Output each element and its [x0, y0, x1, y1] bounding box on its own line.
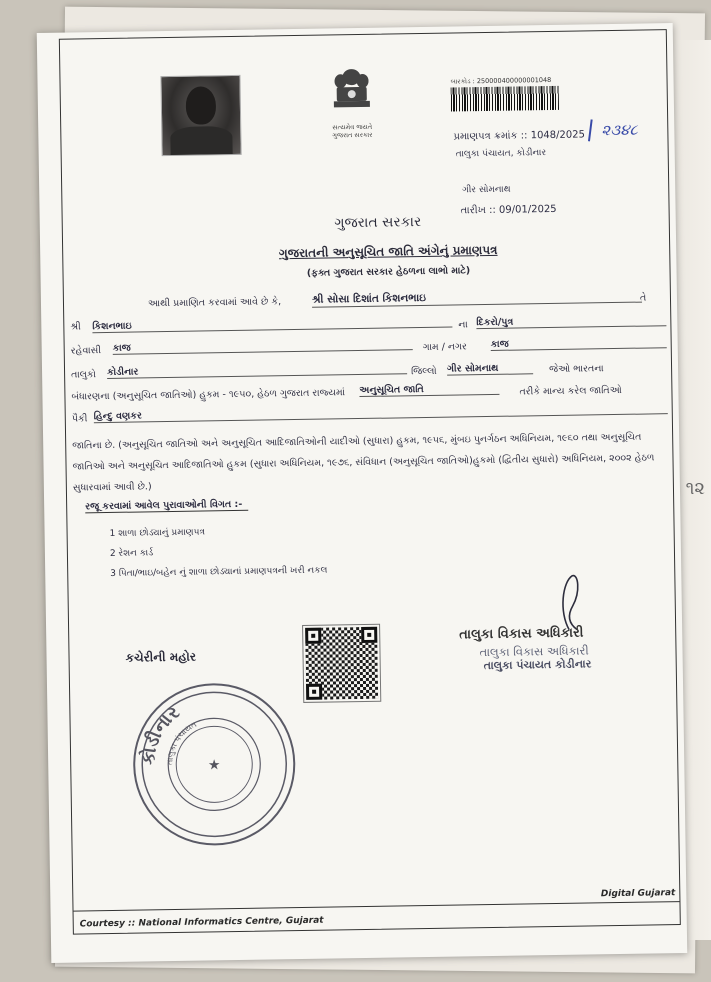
resident-value: કાજ [113, 338, 413, 355]
seal-outer-text: કોડીનાર [137, 702, 184, 766]
documents-heading: રજૂ કરવામાં આવેલ પુરાવાઓની વિગત :- [85, 499, 248, 514]
certify-prefix: આથી પ્રમાણિત કરવામાં આવે છે કે, [147, 296, 282, 310]
barcode [451, 86, 559, 112]
taluka-label: તાલુકો [71, 369, 97, 381]
village-value: કાજ [491, 336, 667, 351]
handwritten-number: ૨૩૪૮ [601, 120, 638, 140]
signatory-stamp-line2: તાલુકા પંચાયત કોડીનાર [483, 657, 592, 673]
issue-date: તારીખ :: 09/01/2025 [460, 203, 557, 217]
text-te: તે [639, 292, 647, 304]
document-item: 3 પિતા/ભાઇ/બહેન નું શાળા છોડ્યાનાં પ્રમાણપત્રની ખરી નકલ [110, 565, 328, 579]
applicant-name: શ્રી સોસા દિશાંત કિશનભાઇ [312, 289, 642, 308]
certificate-subtitle: (ફક્ત ગુજરાત સરકાર હેઠળના લાભો માટે) [306, 265, 471, 279]
signatory-stamp-line1: તાલુકા વિકાસ અધિકારી [479, 643, 589, 660]
legal-paragraph: જાતિના છે. (અનુસૂચિત જાતિઓ અને અનુસૂચિત આદિજાતિઓની યાદીઓ (સુધારા) હુકમ, ૧૯૫૬, મુંબઇ પુનર્ગઠન અધિનિયમ, ૧૯૬૦ તથા અનુસૂચિત જાતિઓ અને અનુસૂચિત આદિજાતિઓ હુકમ (સુધારા અધિનિયમ, ૧૯૭૬, સંવિધાન (અનુસૂચિત જાતિઓ)હુકમો (દ્વિતીય સુધારો) અધિનિયમ, ૨૦૦૨ હેઠળ સુધારવામાં આવી છે.) [72, 431, 655, 494]
footer-courtesy: Courtesy :: National Informatics Centre, Gujarat [79, 915, 324, 930]
office-seal-label: કચેરીની મહોર [125, 649, 197, 665]
certificate-title: ગુજરાતની અનુસૂચિત જાતિ અંગેનું પ્રમાણપત્ર [278, 242, 498, 261]
recognized-text: તરીકે માન્ય કરેલ જાતિઓ [519, 384, 622, 398]
resident-label: રહેવાસી [70, 345, 102, 357]
ashoka-emblem-icon [328, 63, 375, 124]
barcode-label: બારકોડ : 250000400000001048 [450, 75, 552, 86]
qr-code [303, 625, 380, 702]
photo-face [186, 86, 217, 124]
emblem-caption-1: સત્યમેવ જયતે [332, 122, 373, 132]
signatory-title: તાલુકા વિકાસ અધિકારી [459, 625, 584, 643]
father-prefix: શ્રી [70, 321, 81, 333]
certificate-number: પ્રમાણપત્ર ક્રમાંક :: 1048/2025 [453, 129, 586, 143]
district-line: ગીર સોમનાથ [462, 184, 511, 196]
edge-text: ૧૨ [685, 478, 705, 499]
handwritten-divider [588, 119, 593, 141]
qr-finder [306, 684, 322, 700]
seal-inner-text: તાલુકા પંચાયત [165, 719, 199, 766]
sub-label: પૈકી [71, 413, 88, 425]
certificate-page [37, 23, 688, 963]
constitution-text: બંધારણના (અનુસૂચિત જાતિઓ) હુકમ - ૧૯૫૦, હેઠળ ગુજરાત રાજ્યમાં [71, 387, 346, 403]
photo-shoulders [170, 126, 232, 155]
father-name: કિશનભાઇ [92, 316, 452, 334]
relation-prefix: ના [458, 319, 468, 331]
village-label: ગામ / નગર [422, 341, 467, 354]
sub-value: હિન્દુ વણકર [94, 402, 668, 423]
document-item: 2 રેશન કાર્ડ [109, 548, 154, 559]
document-item: 1 શાળા છોડ્યાનું પ્રમાણપત્ર [109, 527, 206, 539]
page-border [59, 29, 681, 934]
office-round-seal [128, 678, 301, 851]
govt-heading: ગુજરાત સરકાર [334, 214, 422, 232]
applicant-photo [160, 75, 241, 156]
district-value: ગીર સોમનાથ [447, 362, 533, 375]
india-text: જેઓ ભારતના [548, 363, 604, 376]
emblem-caption-2: ગુજરાત સરકાર [332, 130, 373, 140]
issuer-line: તાલુકા પંચાયત, કોડીનાર [455, 148, 547, 160]
qr-finder [361, 627, 377, 643]
district-label: જિલ્લો [411, 365, 437, 378]
qr-finder [305, 628, 321, 644]
signature-icon [538, 571, 599, 632]
relation: દિકરો/પુત્ર [476, 314, 666, 329]
category-value: અનુસૂચિત જાતિ [359, 383, 499, 397]
seal-star-icon: ★ [207, 757, 221, 774]
footer-digital-gujarat: Digital Gujarat [600, 888, 676, 900]
taluka-value: કોડીનાર [107, 362, 407, 379]
